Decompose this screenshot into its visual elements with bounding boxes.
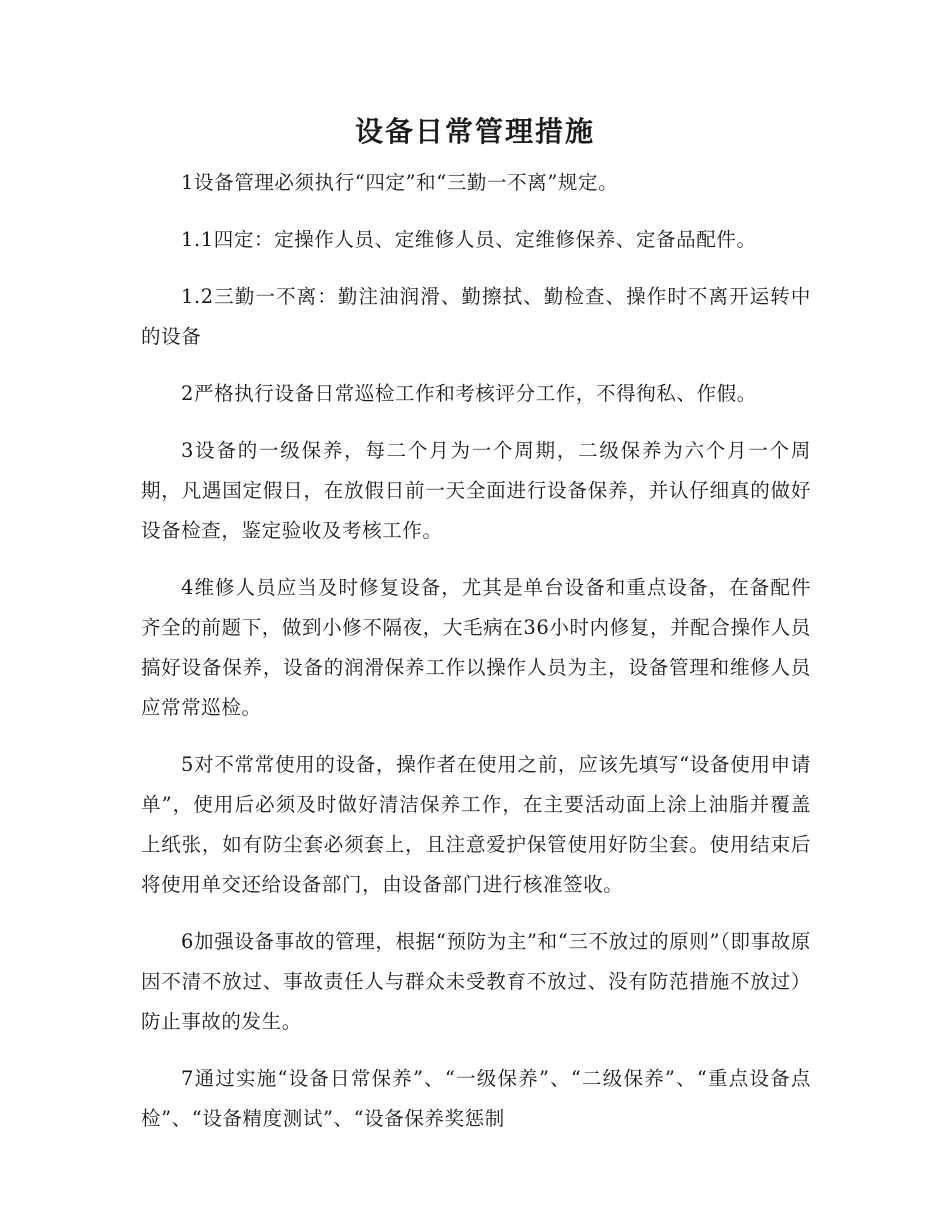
paragraph-5: 5对不常常使用的设备，操作者在使用之前，应该先填写“设备使用申请单”，使用后必须及时做好清洁保养工作，在主要活动面上涂上油脂并覆盖上纸张，如有防尘套必须套上，且注意爱护保管使用好防尘套。使用结束后将使用单交还给设备部门，由设备部门进行核准签收。 xyxy=(141,753,811,896)
document-title: 设备日常管理措施 xyxy=(354,115,595,148)
paragraph-7: 7通过实施“设备日常保养”、“一级保养”、“二级保养”、“重点设备点检”、“设备精度测试”、“设备保养奖惩制 xyxy=(141,1067,811,1130)
paragraph-4: 4维修人员应当及时修复设备，尤其是单台设备和重点设备，在备配件齐全的前题下，做到小修不隔夜，大毛病在36小时内修复，并配合操作人员搞好设备保养，设备的润滑保养工作以操作人员为主，设备管理和维修人员应常常巡检。 xyxy=(141,576,811,719)
document-body xyxy=(141,163,811,1156)
paragraph-3: 3设备的一级保养，每二个月为一个周期，二级保养为六个月一个周期，凡遇国定假日，在放假日前一天全面进行设备保养，并认仔细真的做好设备检查，鉴定验收及考核工作。 xyxy=(141,439,811,542)
paragraph-2: 2严格执行设备日常巡检工作和考核评分工作，不得徇私、作假。 xyxy=(181,382,757,405)
paragraph-6: 6加强设备事故的管理，根据“预防为主”和“三不放过的原则”（即事故原因不清不放过、事故责任人与群众未受教育不放过、没有防范措施不放过）防止事故的发生。 xyxy=(141,930,811,1033)
paragraph-1: 1设备管理必须执行“四定”和“三勤一不离”规定。 xyxy=(181,171,619,194)
paragraph-1-2: 1.2三勤一不离：勤注油润滑、勤擦拭、勤检查、操作时不离开运转中的设备 xyxy=(141,285,811,348)
paragraph-1-1: 1.1四定：定操作人员、定维修人员、定维修保养、定备品配件。 xyxy=(181,228,757,251)
